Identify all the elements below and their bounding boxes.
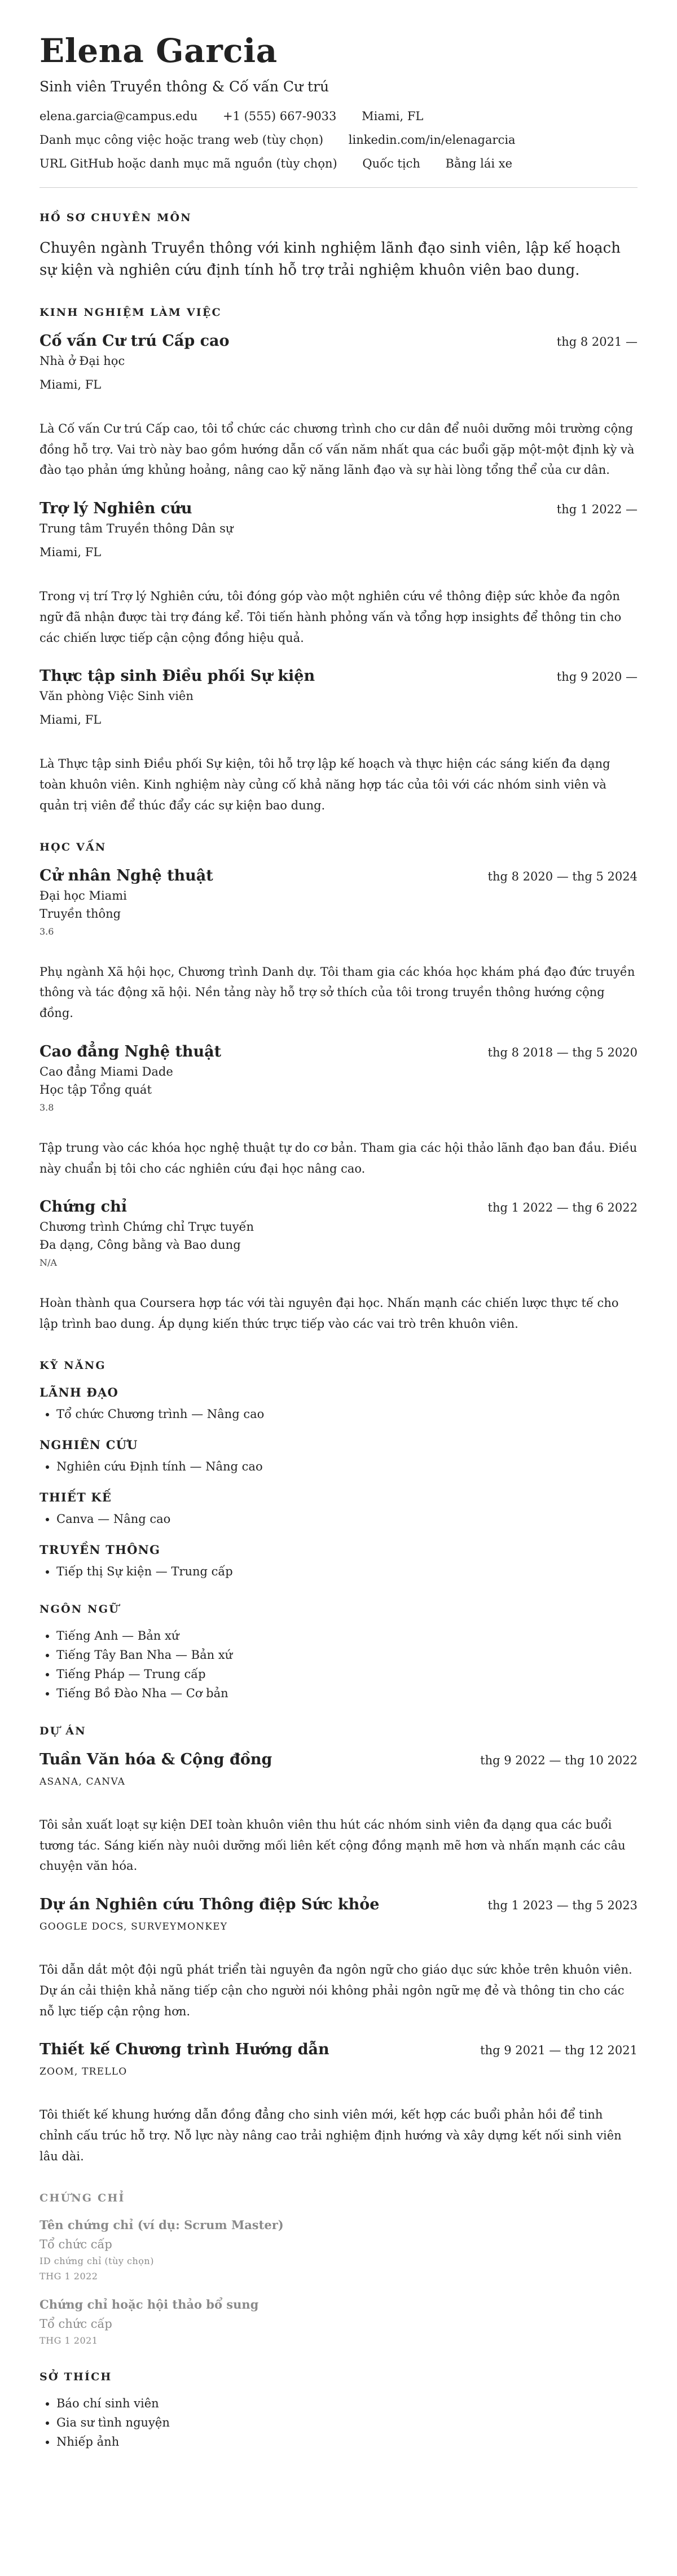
education-section — [39, 841, 638, 1335]
language-item: • Tiếng Bồ Đào Nha — Cơ bản — [56, 1686, 638, 1700]
skill-list — [39, 1407, 638, 1421]
interest-item: • Gia sư tình nguyện — [56, 2416, 638, 2429]
project-tools: GOOGLE DOCS, SURVEYMONKEY — [39, 1921, 228, 1933]
gpa-score: N/A — [39, 1257, 57, 1269]
field-of-study: Đa dạng, Công bằng và Bao dung — [39, 1238, 241, 1252]
institution-name: Cao đẳng Miami Dade — [39, 1064, 173, 1078]
education-item — [39, 867, 638, 1024]
certification-id: ID chứng chỉ (tùy chọn) — [39, 2255, 154, 2266]
experience-section — [39, 306, 638, 816]
project-date: thg 9 2021 — thg 12 2021 — [480, 2044, 638, 2058]
skill-category: TRUYỀN THÔNG — [39, 1542, 161, 1557]
job-description: Là Cố vấn Cư trú Cấp cao, tôi tổ chức các chương trình cho cư dân để nuôi dưỡng môi trường cộng đồng hỗ trợ. Vai trò này bao gồm hướng dẫn cố vấn năm nhất qua các buổi gặp một-một định kỳ và đào tạo phản ứng khủng hoảng, nâng cao kỹ năng lãnh đạo và sự hài lòng tổng thể của cư dân. — [39, 421, 635, 477]
skill-category: THIẾT KẾ — [39, 1490, 112, 1504]
education-description: Tập trung vào các khóa học nghệ thuật tự do cơ bản. Tham gia các hội thảo lãnh đạo ban đầu. Điều này chuẩn bị tôi cho các nghiên cứu đại học nâng cao. — [39, 1141, 638, 1175]
skill-list — [39, 1512, 638, 1526]
interests-heading: SỞ THÍCH — [39, 2370, 112, 2383]
experience-item — [39, 667, 638, 816]
contact-portfolio[interactable]: Danh mục công việc hoặc trang web (tùy chọn) — [39, 133, 324, 147]
interest-list — [39, 2397, 638, 2449]
project-item — [39, 2041, 638, 2167]
job-date: thg 8 2021 — — [556, 334, 638, 349]
project-date: thg 1 2023 — thg 5 2023 — [487, 1899, 638, 1913]
skill-list — [39, 1565, 638, 1578]
contact-linkedin[interactable]: linkedin.com/in/elenagarcia — [348, 133, 516, 147]
language-item: • Tiếng Anh — Bản xứ — [56, 1629, 638, 1643]
certification-item — [39, 2218, 638, 2282]
skill-item: • Canva — Nâng cao — [56, 1512, 638, 1526]
job-location: Miami, FL — [39, 545, 102, 560]
job-title: Trợ lý Nghiên cứu — [39, 500, 192, 518]
contact-nationality: Quốc tịch — [362, 156, 420, 170]
languages-heading: NGÔN NGỮ — [39, 1602, 120, 1615]
gpa-score: 3.8 — [39, 1102, 54, 1113]
job-description: Trong vị trí Trợ lý Nghiên cứu, tôi đóng góp vào một nghiên cứu về thông điệp sức khỏe đa ngôn ngữ đã nhận được tài trợ đáng kể. Tôi tiến hành phỏng vấn và tổng hợp insights để thông tin cho các chiến lược tiếp cận cộng đồng hiệu quả. — [39, 589, 622, 645]
degree-date: thg 1 2022 — thg 6 2022 — [487, 1201, 638, 1215]
gpa-score: 3.6 — [39, 926, 54, 937]
interests-section — [39, 2371, 638, 2449]
candidate-headline: Sinh viên Truyền thông & Cố vấn Cư trú — [39, 78, 329, 95]
education-heading: HỌC VẤN — [39, 840, 107, 853]
degree-date: thg 8 2018 — thg 5 2020 — [487, 1045, 638, 1059]
experience-item — [39, 332, 638, 481]
projects-heading: DỰ ÁN — [39, 1724, 86, 1737]
project-tools: ZOOM, TRELLO — [39, 2066, 128, 2078]
skill-category: NGHIÊN CỨU — [39, 1437, 138, 1452]
contact-phone[interactable]: +1 (555) 667-9033 — [223, 109, 337, 123]
contact-row-1 — [39, 109, 638, 123]
degree-date: thg 8 2020 — thg 5 2024 — [487, 869, 638, 883]
education-item — [39, 1198, 638, 1335]
job-org: Văn phòng Việc Sinh viên — [39, 689, 194, 703]
education-description: Hoàn thành qua Coursera hợp tác với tài nguyên đại học. Nhấn mạnh các chiến lược thực tế cho lập trình bao dung. Áp dụng kiến thức trực tiếp vào các vai trò trên khuôn viên. — [39, 1296, 619, 1331]
skills-heading: KỸ NĂNG — [39, 1359, 106, 1372]
certification-date: THG 1 2021 — [39, 2335, 98, 2346]
language-item: • Tiếng Pháp — Trung cấp — [56, 1667, 638, 1681]
skill-category: LÃNH ĐẠO — [39, 1385, 118, 1399]
resume-header — [39, 34, 638, 170]
skill-item: • Nghiên cứu Định tính — Nâng cao — [56, 1460, 638, 1473]
project-item — [39, 1751, 638, 1877]
certification-issuer: Tổ chức cấp — [39, 2237, 112, 2251]
job-org: Trung tâm Truyền thông Dân sự — [39, 522, 234, 536]
projects-section — [39, 1725, 638, 2167]
contact-email[interactable]: elena.garcia@campus.edu — [39, 109, 198, 123]
languages-section — [39, 1603, 638, 1700]
certification-issuer: Tổ chức cấp — [39, 2317, 112, 2331]
certification-name: Tên chứng chỉ (ví dụ: Scrum Master) — [39, 2217, 284, 2232]
degree-title: Chứng chỉ — [39, 1198, 127, 1216]
job-location: Miami, FL — [39, 377, 102, 391]
skills-section — [39, 1359, 638, 1578]
job-description: Là Thực tập sinh Điều phối Sự kiện, tôi hỗ trợ lập kế hoạch và thực hiện các sáng kiến đa dạng toàn khuôn viên. Kinh nghiệm này củng cố khả năng hợp tác của tôi với các nhóm sinh viên và quản trị viên để thúc đẩy các sự kiện bao dung. — [39, 757, 610, 812]
certification-name: Chứng chỉ hoặc hội thảo bổ sung — [39, 2297, 259, 2311]
language-list — [39, 1629, 638, 1700]
project-description: Tôi thiết kế khung hướng dẫn đồng đẳng cho sinh viên mới, kết hợp các buổi phản hồi để tinh chỉnh cấu trúc hỗ trợ. Nỗ lực này nâng cao trải nghiệm định hướng và xây dựng kết nối sinh viên lâu dài. — [39, 2108, 622, 2163]
summary-section — [39, 212, 638, 281]
summary-heading: HỒ SƠ CHUYÊN MÔN — [39, 211, 192, 224]
project-description: Tôi dẫn dắt một đội ngũ phát triển tài nguyên đa ngôn ngữ cho giáo dục sức khỏe trên khuôn viên. Dự án cải thiện khả năng tiếp cận cho người nói không phải ngôn ngữ mẹ đẻ và thông tin cho các nỗ lực tiếp cận rộng hơn. — [39, 1963, 632, 2018]
certification-item — [39, 2297, 638, 2346]
certifications-section — [39, 2192, 638, 2346]
interest-item: • Nhiếp ảnh — [56, 2435, 638, 2449]
project-description: Tôi sản xuất loạt sự kiện DEI toàn khuôn viên thu hút các nhóm sinh viên đa dạng qua các buổi tương tác. Sáng kiến này nuôi dưỡng mối liên kết cộng đồng mạnh mẽ hơn và nhấn mạnh các câu chuyện văn hóa. — [39, 1817, 626, 1873]
experience-heading: KINH NGHIỆM LÀM VIỆC — [39, 306, 222, 319]
header-divider — [39, 187, 638, 188]
project-item — [39, 1896, 638, 2022]
skill-list — [39, 1460, 638, 1473]
education-item — [39, 1043, 638, 1179]
degree-title: Cử nhân Nghệ thuật — [39, 866, 213, 884]
project-date: thg 9 2022 — thg 10 2022 — [480, 1753, 638, 1767]
degree-title: Cao đẳng Nghệ thuật — [39, 1042, 222, 1060]
candidate-name: Elena Garcia — [39, 32, 278, 70]
contact-location: Miami, FL — [362, 109, 424, 123]
contact-row-3 — [39, 157, 638, 170]
certifications-heading: CHỨNG CHỈ — [39, 2191, 125, 2204]
experience-item — [39, 500, 638, 648]
institution-name: Chương trình Chứng chỉ Trực tuyến — [39, 1220, 254, 1234]
skill-item: • Tổ chức Chương trình — Nâng cao — [56, 1407, 638, 1421]
job-title: Thực tập sinh Điều phối Sự kiện — [39, 667, 315, 685]
job-date: thg 9 2020 — — [556, 670, 638, 684]
language-item: • Tiếng Tây Ban Nha — Bản xứ — [56, 1648, 638, 1662]
project-title: Thiết kế Chương trình Hướng dẫn — [39, 2041, 329, 2059]
job-date: thg 1 2022 — — [556, 503, 638, 517]
job-location: Miami, FL — [39, 713, 102, 727]
institution-name: Đại học Miami — [39, 888, 127, 902]
project-title: Dự án Nghiên cứu Thông điệp Sức khỏe — [39, 1896, 380, 1914]
job-title: Cố vấn Cư trú Cấp cao — [39, 332, 230, 350]
contact-license: Bằng lái xe — [445, 156, 513, 170]
field-of-study: Học tập Tổng quát — [39, 1082, 152, 1097]
certification-date: THG 1 2022 — [39, 2270, 98, 2282]
project-tools: ASANA, CANVA — [39, 1776, 126, 1787]
project-title: Tuần Văn hóa & Cộng đồng — [39, 1750, 272, 1768]
contact-row-2 — [39, 133, 638, 147]
summary-text: Chuyên ngành Truyền thông với kinh nghiệm lãnh đạo sinh viên, lập kế hoạch sự kiện và nghiên cứu định tính hỗ trợ trải nghiệm khuôn viên bao dung. — [39, 239, 621, 279]
education-description: Phụ ngành Xã hội học, Chương trình Danh dự. Tôi tham gia các khóa học khám phá đạo đức truyền thông và tác động xã hội. Nền tảng này hỗ trợ sở thích của tôi trong truyền thông hướng cộng đồng. — [39, 965, 635, 1020]
job-org: Nhà ở Đại học — [39, 354, 125, 368]
skill-item: • Tiếp thị Sự kiện — Trung cấp — [56, 1565, 638, 1578]
contact-github[interactable]: URL GitHub hoặc danh mục mã nguồn (tùy chọn) — [39, 156, 337, 170]
field-of-study: Truyền thông — [39, 906, 121, 921]
interest-item: • Báo chí sinh viên — [56, 2397, 638, 2410]
